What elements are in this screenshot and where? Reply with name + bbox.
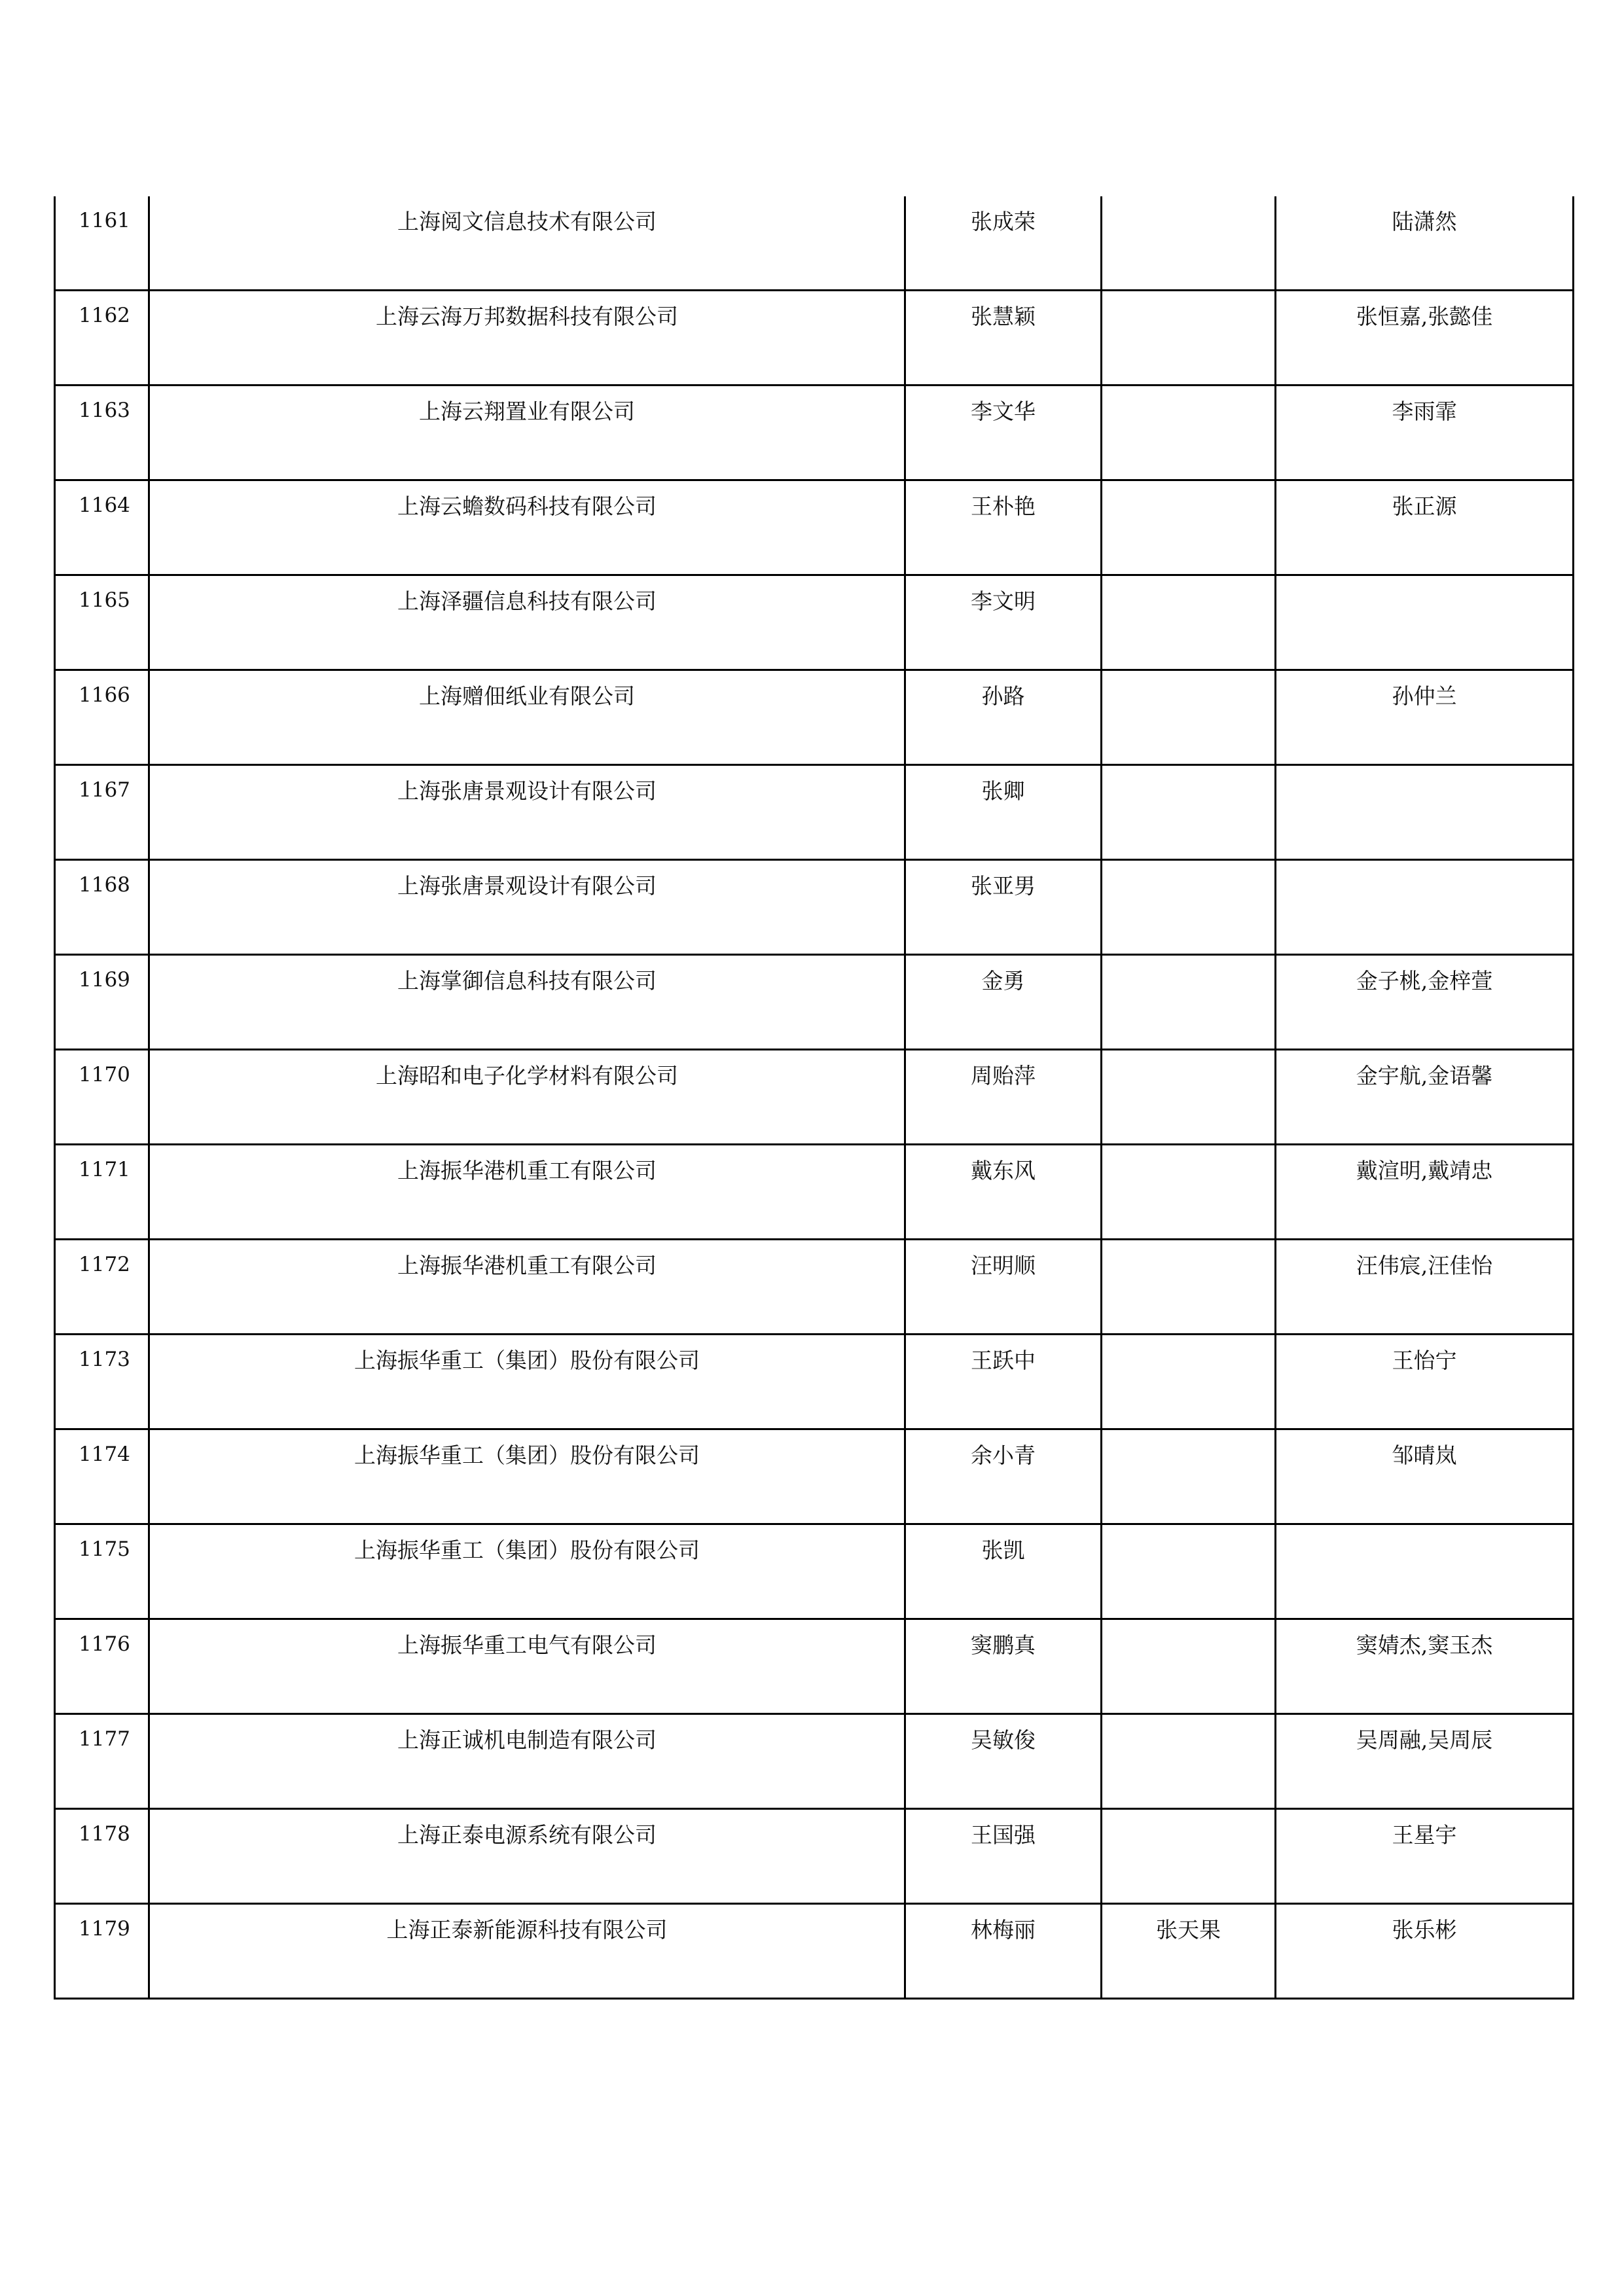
row-number-cell-text: 1168 [79, 873, 130, 897]
table-row [55, 955, 1574, 1050]
table-row [55, 1429, 1574, 1524]
name-cell [905, 1335, 1102, 1429]
children-cell [1276, 765, 1574, 860]
name-cell [905, 1714, 1102, 1809]
children-cell [1276, 955, 1574, 1050]
company-cell-text: 上海赠佃纸业有限公司 [419, 683, 635, 709]
spouse-cell [1102, 575, 1276, 670]
children-cell [1276, 1050, 1574, 1145]
company-cell [149, 1714, 905, 1809]
spouse-cell [1102, 1050, 1276, 1145]
spouse-cell [1102, 1145, 1276, 1240]
spouse-cell [1102, 955, 1276, 1050]
company-cell-text: 上海振华重工（集团）股份有限公司 [354, 1443, 700, 1468]
children-cell-text: 戴渲明,戴靖忠 [1356, 1158, 1493, 1183]
row-number-cell-text: 1166 [79, 683, 130, 707]
children-cell [1276, 480, 1574, 575]
name-cell [905, 1904, 1102, 1999]
row-number-cell-text: 1177 [79, 1727, 130, 1751]
spouse-cell [1102, 1714, 1276, 1809]
name-cell-text: 林梅丽 [971, 1917, 1036, 1943]
company-cell-text: 上海正泰电源系统有限公司 [397, 1822, 657, 1848]
company-cell [149, 955, 905, 1050]
company-cell [149, 480, 905, 575]
table-row [55, 1619, 1574, 1714]
company-cell-text: 上海振华港机重工有限公司 [397, 1253, 657, 1278]
name-cell [905, 291, 1102, 386]
name-cell-text: 李文华 [971, 399, 1036, 424]
company-cell [149, 1335, 905, 1429]
row-number-cell [55, 1335, 149, 1429]
children-cell [1276, 386, 1574, 480]
name-cell-text: 王国强 [971, 1822, 1036, 1848]
row-number-cell-text: 1165 [79, 588, 130, 612]
company-cell [149, 670, 905, 765]
company-cell [149, 1619, 905, 1714]
company-cell [149, 1809, 905, 1904]
name-cell [905, 575, 1102, 670]
name-cell [905, 955, 1102, 1050]
table-row [55, 196, 1574, 291]
name-cell [905, 196, 1102, 291]
children-cell [1276, 196, 1574, 291]
children-cell [1276, 1714, 1574, 1809]
company-cell [149, 1145, 905, 1240]
row-number-cell [55, 1809, 149, 1904]
company-cell-text: 上海昭和电子化学材料有限公司 [376, 1063, 678, 1088]
company-cell-text: 上海振华重工（集团）股份有限公司 [354, 1537, 700, 1563]
spouse-cell [1102, 1524, 1276, 1619]
name-cell [905, 480, 1102, 575]
children-cell-text: 金子桃,金梓萱 [1356, 968, 1493, 994]
children-cell-text: 王怡宁 [1392, 1348, 1457, 1373]
company-cell [149, 1240, 905, 1335]
company-cell [149, 765, 905, 860]
company-cell [149, 860, 905, 955]
row-number-cell-text: 1172 [79, 1253, 130, 1276]
row-number-cell [55, 196, 149, 291]
company-cell-text: 上海云海万邦数据科技有限公司 [376, 304, 678, 329]
records-table-body [55, 196, 1574, 1999]
spouse-cell [1102, 386, 1276, 480]
spouse-cell [1102, 291, 1276, 386]
children-cell-text: 邹晴岚 [1392, 1443, 1457, 1468]
spouse-cell-text: 张天果 [1156, 1917, 1221, 1943]
spouse-cell [1102, 1809, 1276, 1904]
name-cell [905, 1429, 1102, 1524]
name-cell-text: 张凯 [981, 1537, 1025, 1563]
name-cell [905, 670, 1102, 765]
name-cell [905, 1050, 1102, 1145]
name-cell-text: 张成荣 [971, 209, 1036, 234]
company-cell-text: 上海泽疆信息科技有限公司 [397, 588, 657, 614]
children-cell-text: 王星宇 [1392, 1822, 1457, 1848]
children-cell-text: 张乐彬 [1392, 1917, 1457, 1943]
children-cell [1276, 1809, 1574, 1904]
children-cell [1276, 670, 1574, 765]
row-number-cell [55, 575, 149, 670]
table-row [55, 1714, 1574, 1809]
children-cell [1276, 1335, 1574, 1429]
name-cell-text: 李文明 [971, 588, 1036, 614]
spouse-cell [1102, 1240, 1276, 1335]
company-cell-text: 上海振华港机重工有限公司 [397, 1158, 657, 1183]
name-cell-text: 吴敏俊 [971, 1727, 1036, 1753]
row-number-cell-text: 1167 [79, 778, 130, 802]
row-number-cell-text: 1169 [79, 968, 130, 992]
children-cell-text: 陆潇然 [1392, 209, 1457, 234]
spouse-cell [1102, 670, 1276, 765]
table-row [55, 1050, 1574, 1145]
name-cell-text: 张亚男 [971, 873, 1036, 899]
spouse-cell [1102, 196, 1276, 291]
children-cell [1276, 1904, 1574, 1999]
children-cell [1276, 1240, 1574, 1335]
table-row [55, 1240, 1574, 1335]
company-cell-text: 上海阅文信息技术有限公司 [397, 209, 657, 234]
row-number-cell [55, 1240, 149, 1335]
name-cell-text: 孙路 [981, 683, 1025, 709]
children-cell-text: 汪伟宸,汪佳怡 [1356, 1253, 1493, 1278]
row-number-cell [55, 1429, 149, 1524]
row-number-cell [55, 860, 149, 955]
spouse-cell [1102, 480, 1276, 575]
table-row [55, 291, 1574, 386]
name-cell [905, 860, 1102, 955]
row-number-cell-text: 1162 [79, 304, 130, 327]
company-cell [149, 291, 905, 386]
table-row [55, 1904, 1574, 1999]
row-number-cell-text: 1174 [79, 1443, 130, 1466]
name-cell [905, 386, 1102, 480]
spouse-cell [1102, 1904, 1276, 1999]
row-number-cell-text: 1171 [79, 1158, 130, 1181]
company-cell [149, 575, 905, 670]
children-cell-text: 张恒嘉,张懿佳 [1356, 304, 1493, 329]
row-number-cell [55, 291, 149, 386]
row-number-cell-text: 1161 [79, 209, 130, 232]
row-number-cell [55, 955, 149, 1050]
company-cell [149, 1050, 905, 1145]
name-cell-text: 汪明顺 [971, 1253, 1036, 1278]
name-cell [905, 765, 1102, 860]
name-cell-text: 周贻萍 [971, 1063, 1036, 1088]
table-row [55, 575, 1574, 670]
table-row [55, 765, 1574, 860]
company-cell-text: 上海正诚机电制造有限公司 [397, 1727, 657, 1753]
children-cell-text: 李雨霏 [1392, 399, 1457, 424]
name-cell [905, 1240, 1102, 1335]
company-cell-text: 上海振华重工电气有限公司 [397, 1632, 657, 1658]
name-cell-text: 王跃中 [971, 1348, 1036, 1373]
company-cell-text: 上海振华重工（集团）股份有限公司 [354, 1348, 700, 1373]
spouse-cell [1102, 1429, 1276, 1524]
row-number-cell-text: 1178 [79, 1822, 130, 1846]
company-cell-text: 上海张唐景观设计有限公司 [397, 778, 657, 804]
name-cell [905, 1619, 1102, 1714]
name-cell-text: 窦鹏真 [971, 1632, 1036, 1658]
row-number-cell [55, 765, 149, 860]
table-row [55, 1145, 1574, 1240]
children-cell [1276, 1524, 1574, 1619]
children-cell-text: 张正源 [1392, 493, 1457, 519]
company-cell-text: 上海云翔置业有限公司 [419, 399, 635, 424]
row-number-cell [55, 386, 149, 480]
company-cell [149, 1429, 905, 1524]
table-row [55, 480, 1574, 575]
row-number-cell [55, 1524, 149, 1619]
table-row [55, 386, 1574, 480]
name-cell [905, 1524, 1102, 1619]
company-cell [149, 1524, 905, 1619]
children-cell-text: 窦婧杰,窦玉杰 [1356, 1632, 1493, 1658]
row-number-cell-text: 1179 [79, 1917, 130, 1941]
row-number-cell [55, 480, 149, 575]
company-cell-text: 上海掌御信息科技有限公司 [397, 968, 657, 994]
name-cell-text: 戴东风 [971, 1158, 1036, 1183]
row-number-cell-text: 1173 [79, 1348, 130, 1371]
children-cell [1276, 1619, 1574, 1714]
children-cell [1276, 575, 1574, 670]
spouse-cell [1102, 860, 1276, 955]
row-number-cell [55, 1145, 149, 1240]
name-cell-text: 张卿 [981, 778, 1025, 804]
company-cell [149, 196, 905, 291]
row-number-cell [55, 1904, 149, 1999]
table-row [55, 1335, 1574, 1429]
company-cell [149, 386, 905, 480]
company-cell [149, 1904, 905, 1999]
children-cell-text: 吴周融,吴周辰 [1356, 1727, 1493, 1753]
children-cell-text: 孙仲兰 [1392, 683, 1457, 709]
children-cell [1276, 291, 1574, 386]
row-number-cell [55, 1714, 149, 1809]
spouse-cell [1102, 1619, 1276, 1714]
records-table [54, 196, 1574, 2000]
table-row [55, 1809, 1574, 1904]
table-row [55, 670, 1574, 765]
name-cell-text: 张慧颖 [971, 304, 1036, 329]
children-cell [1276, 1429, 1574, 1524]
company-cell-text: 上海正泰新能源科技有限公司 [386, 1917, 668, 1943]
children-cell [1276, 1145, 1574, 1240]
table-row [55, 860, 1574, 955]
children-cell [1276, 860, 1574, 955]
children-cell-text: 金宇航,金语馨 [1356, 1063, 1493, 1088]
row-number-cell-text: 1175 [79, 1537, 130, 1561]
table-row [55, 1524, 1574, 1619]
row-number-cell [55, 670, 149, 765]
name-cell-text: 金勇 [981, 968, 1025, 994]
name-cell [905, 1809, 1102, 1904]
company-cell-text: 上海张唐景观设计有限公司 [397, 873, 657, 899]
row-number-cell [55, 1619, 149, 1714]
row-number-cell-text: 1176 [79, 1632, 130, 1656]
name-cell-text: 余小青 [971, 1443, 1036, 1468]
name-cell [905, 1145, 1102, 1240]
spouse-cell [1102, 1335, 1276, 1429]
name-cell-text: 王朴艳 [971, 493, 1036, 519]
row-number-cell [55, 1050, 149, 1145]
row-number-cell-text: 1163 [79, 399, 130, 422]
spouse-cell [1102, 765, 1276, 860]
company-cell-text: 上海云蟾数码科技有限公司 [397, 493, 657, 519]
row-number-cell-text: 1164 [79, 493, 130, 517]
row-number-cell-text: 1170 [79, 1063, 130, 1086]
